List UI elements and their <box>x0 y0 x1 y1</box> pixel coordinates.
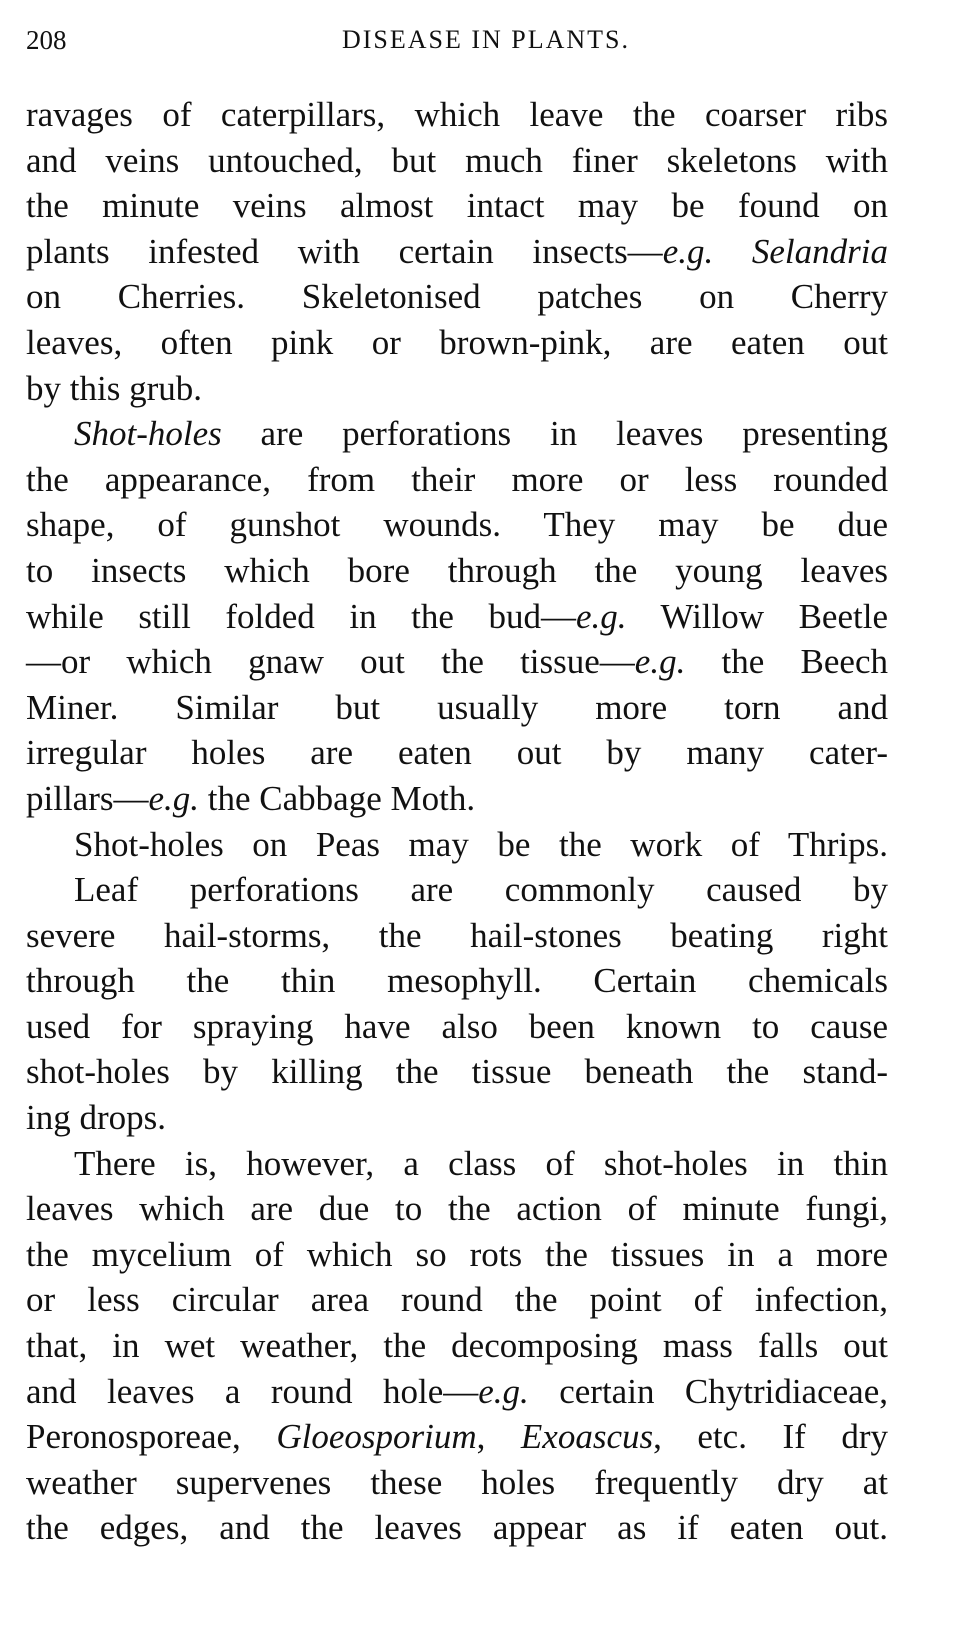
paragraph-end-line: pillars—e.g. the Cabbage Moth. <box>26 778 476 818</box>
italic-term: Exoascus <box>520 1417 654 1457</box>
text-line: the mycelium of which so rots the tissues in a more <box>26 1234 888 1274</box>
text-line: to insects which bore through the young leaves <box>26 550 888 590</box>
italic-term: Gloeosporium <box>276 1417 477 1457</box>
paragraph-first-line: Shot-holes are perforations in leaves presenting <box>74 414 888 454</box>
text-line: the minute veins almost intact may be found on <box>26 186 888 226</box>
paragraph-end-line: by this grub. <box>26 368 202 408</box>
paragraph-first-line: Shot-holes on Peas may be the work of Thrips. <box>74 824 888 864</box>
paragraph-first-line: There is, however, a class of shot-holes in thin <box>74 1143 888 1183</box>
running-head <box>26 22 906 58</box>
text-line: leaves, often pink or brown-pink, are eaten out <box>26 322 888 362</box>
text-line: the appearance, from their more or less rounded <box>26 459 888 499</box>
paragraph-first-line: Leaf perforations are commonly caused by <box>74 870 888 910</box>
text-line: that, in wet weather, the decomposing mass falls out <box>26 1326 888 1366</box>
italic-term: e.g. <box>662 231 714 271</box>
text-line: ravages of caterpillars, which leave the coarser ribs <box>26 95 888 134</box>
italic-term: e.g. <box>575 596 627 636</box>
text-line: Miner. Similar but usually more torn and <box>26 687 888 727</box>
italic-term: e.g. <box>478 1371 529 1411</box>
text-line: shot-holes by killing the tissue beneath the stand- <box>26 1052 888 1092</box>
text-line: and veins untouched, but much finer skeletons with <box>26 140 888 180</box>
italic-term: Shot-holes <box>74 414 222 454</box>
running-title: DISEASE IN PLANTS. <box>341 25 631 54</box>
paragraph-end-line: ing drops. <box>26 1098 166 1138</box>
text-line: shape, of gunshot wounds. They may be due <box>26 505 888 545</box>
body-text <box>26 92 888 1551</box>
italic-term: e.g. <box>148 778 200 818</box>
text-line: leaves which are due to the action of minute fungi, <box>26 1189 888 1229</box>
text-line: the edges, and the leaves appear as if eaten out. <box>26 1508 888 1548</box>
text-line: weather supervenes these holes frequently dry at <box>26 1462 888 1502</box>
italic-term: Selandria <box>751 231 888 271</box>
text-line: while still folded in the bud—e.g. Willow Beetle <box>26 596 888 636</box>
text-line: plants infested with certain insects—e.g. Selandria <box>26 231 888 271</box>
text-line: on Cherries. Skeletonised patches on Cherry <box>26 277 888 317</box>
text-line: or less circular area round the point of infection, <box>26 1280 888 1320</box>
text-line: used for spraying have also been known to cause <box>26 1006 888 1046</box>
text-line: through the thin mesophyll. Certain chemicals <box>26 961 888 1001</box>
text-line: —or which gnaw out the tissue—e.g. the Beech <box>26 642 888 682</box>
page-number: 208 <box>26 25 67 55</box>
text-line: Peronosporeae, Gloeosporium, Exoascus, etc. If dry <box>26 1417 888 1457</box>
text-line: irregular holes are eaten out by many cater- <box>26 733 888 773</box>
text-line: and leaves a round hole—e.g. certain Chytridiaceae, <box>26 1371 888 1411</box>
italic-term: e.g. <box>634 642 686 682</box>
text-line: severe hail-storms, the hail-stones beating right <box>26 915 888 955</box>
